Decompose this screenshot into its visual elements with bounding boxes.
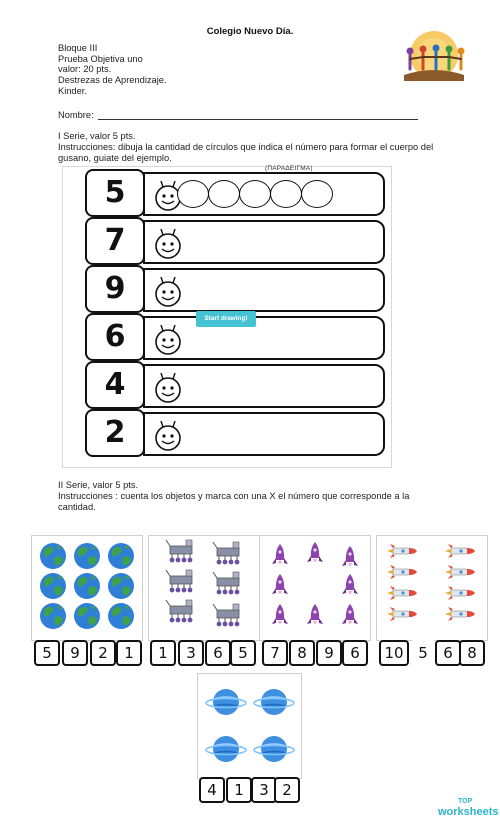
count-card-purple-rocket	[259, 535, 371, 641]
header-line-block: Bloque III	[58, 43, 98, 53]
answer-option[interactable]: 8	[459, 640, 485, 666]
header-line-grade: Kinder.	[58, 85, 87, 96]
example-body-circle	[239, 180, 271, 208]
answer-option[interactable]: 5	[230, 640, 256, 666]
red-rocket-icon	[445, 607, 475, 621]
header-line-test: Prueba Objetiva uno	[58, 53, 143, 64]
worm-head-icon	[151, 227, 185, 261]
red-rocket-icons	[377, 536, 487, 640]
worm-number: 5	[85, 169, 145, 217]
worm-draw-area[interactable]	[143, 316, 385, 360]
answer-option[interactable]: 2	[274, 777, 300, 803]
worm-row-6	[85, 409, 385, 455]
earth-icon	[74, 573, 100, 599]
worm-row-5	[85, 361, 385, 407]
worm-number: 6	[85, 313, 145, 361]
red-rocket-icon	[387, 544, 417, 558]
answer-option[interactable]: 9	[62, 640, 88, 666]
red-rocket-icon	[387, 565, 417, 579]
answer-option[interactable]: 6	[342, 640, 368, 666]
planet-icon	[254, 736, 294, 762]
earth-icon	[74, 603, 100, 629]
rover-icon	[213, 604, 239, 626]
red-rocket-icon	[445, 544, 475, 558]
earth-icon	[108, 543, 134, 569]
planet-icon	[206, 689, 246, 715]
rover-icon	[166, 570, 192, 592]
planet-icon	[254, 689, 294, 715]
example-body-circle	[208, 180, 240, 208]
red-rocket-icon	[445, 586, 475, 600]
header-line-skills: Destrezas de Aprendizaje.	[58, 75, 167, 86]
earth-icon	[40, 603, 66, 629]
answer-option[interactable]: 2	[90, 640, 116, 666]
red-rocket-icon	[387, 607, 417, 621]
topworksheets-logo[interactable]	[438, 798, 498, 818]
section2-heading: II Serie, valor 5 pts.	[58, 480, 139, 490]
worm-head-icon	[151, 419, 185, 453]
worm-number: 7	[85, 217, 145, 265]
earth-globe-icons	[32, 536, 142, 640]
worm-draw-area[interactable]	[143, 220, 385, 264]
start-drawing-button[interactable]: Start drawing!	[196, 311, 256, 327]
answer-option[interactable]: 5	[34, 640, 60, 666]
rover-icon	[166, 540, 192, 562]
section1-instructions: Instrucciones: dibuja la cantidad de círculos que indica el número para formar el cuerpo del gusano, guiate del ejemplo.	[58, 142, 434, 163]
answer-option[interactable]: 1	[226, 777, 252, 803]
worm-number: 9	[85, 265, 145, 313]
count-card-rover	[148, 535, 260, 641]
purple-rocket-icon	[342, 574, 358, 594]
rover-icons	[149, 536, 259, 640]
example-label: (ΠΑΡΑΔΕΙΓΜΑ)	[265, 165, 313, 172]
answer-option[interactable]: 7	[262, 640, 288, 666]
rover-icon	[166, 600, 192, 622]
answer-option[interactable]: 6	[435, 640, 461, 666]
answer-option[interactable]: 8	[289, 640, 315, 666]
name-field[interactable]	[58, 110, 418, 120]
red-rocket-icon	[387, 586, 417, 600]
count-card-earth	[31, 535, 143, 641]
section2-instructions: Instrucciones : cuenta los objetos y marca con una X el número que corresponde a la cantidad.	[58, 491, 410, 512]
children-holding-hands-logo	[396, 27, 472, 87]
answer-option[interactable]: 9	[316, 640, 342, 666]
worm-number: 4	[85, 361, 145, 409]
earth-icon	[40, 543, 66, 569]
worm-draw-area[interactable]	[143, 268, 385, 312]
answer-option[interactable]: 10	[379, 640, 409, 666]
purple-rocket-icon	[342, 546, 358, 566]
name-underline	[98, 119, 418, 120]
worm-head-icon	[151, 323, 185, 357]
rover-icon	[213, 572, 239, 594]
earth-icon	[74, 543, 100, 569]
answer-option[interactable]: 1	[116, 640, 142, 666]
count-card-red-rocket	[376, 535, 488, 641]
purple-rocket-icon	[272, 574, 288, 594]
earth-icon	[108, 573, 134, 599]
brand-top: TOP	[458, 798, 473, 805]
worm-row-2	[85, 217, 385, 263]
answer-option[interactable]: 4	[199, 777, 225, 803]
brand-name: worksheets	[438, 806, 499, 818]
planet-icon	[206, 736, 246, 762]
answer-option[interactable]: 3	[178, 640, 204, 666]
worm-number: 2	[85, 409, 145, 457]
header-info	[58, 43, 358, 97]
purple-rocket-icon	[272, 544, 288, 564]
school-title: Colegio Nuevo Día.	[206, 26, 294, 37]
example-body-circle	[177, 180, 209, 208]
earth-icon	[108, 603, 134, 629]
answer-option[interactable]: 3	[251, 777, 277, 803]
count-card-planet	[197, 673, 302, 779]
worm-draw-area[interactable]	[143, 364, 385, 408]
purple-rocket-icon	[272, 604, 288, 624]
worm-row-3	[85, 265, 385, 311]
purple-rocket-icons	[260, 536, 370, 640]
name-label: Nombre:	[58, 110, 94, 120]
header-line-value: valor: 20 pts.	[58, 64, 112, 75]
example-body-circle	[270, 180, 302, 208]
worm-draw-area[interactable]	[143, 165, 385, 216]
answer-option[interactable]: 1	[150, 640, 176, 666]
purple-rocket-icon	[307, 604, 323, 624]
answer-options-purple-rocket	[262, 640, 368, 664]
purple-rocket-icon	[307, 542, 323, 562]
earth-icon	[40, 573, 66, 599]
rover-icon	[213, 542, 239, 564]
answer-options-planet	[199, 777, 299, 801]
section1-heading: I Serie, valor 5 pts.	[58, 131, 136, 141]
answer-options-earth	[34, 640, 140, 664]
answer-option[interactable]: 5	[410, 640, 436, 666]
example-body-circle	[301, 180, 333, 208]
worm-head-icon	[151, 371, 185, 405]
red-rocket-icon	[445, 565, 475, 579]
answer-option[interactable]: 6	[205, 640, 231, 666]
ringed-planet-icons	[198, 674, 301, 778]
worm-row-1	[85, 165, 385, 215]
answer-options-red-rocket	[379, 640, 485, 664]
answer-options-rover	[150, 640, 256, 664]
worm-head-icon	[151, 275, 185, 309]
purple-rocket-icon	[342, 604, 358, 624]
worm-draw-area[interactable]	[143, 412, 385, 456]
